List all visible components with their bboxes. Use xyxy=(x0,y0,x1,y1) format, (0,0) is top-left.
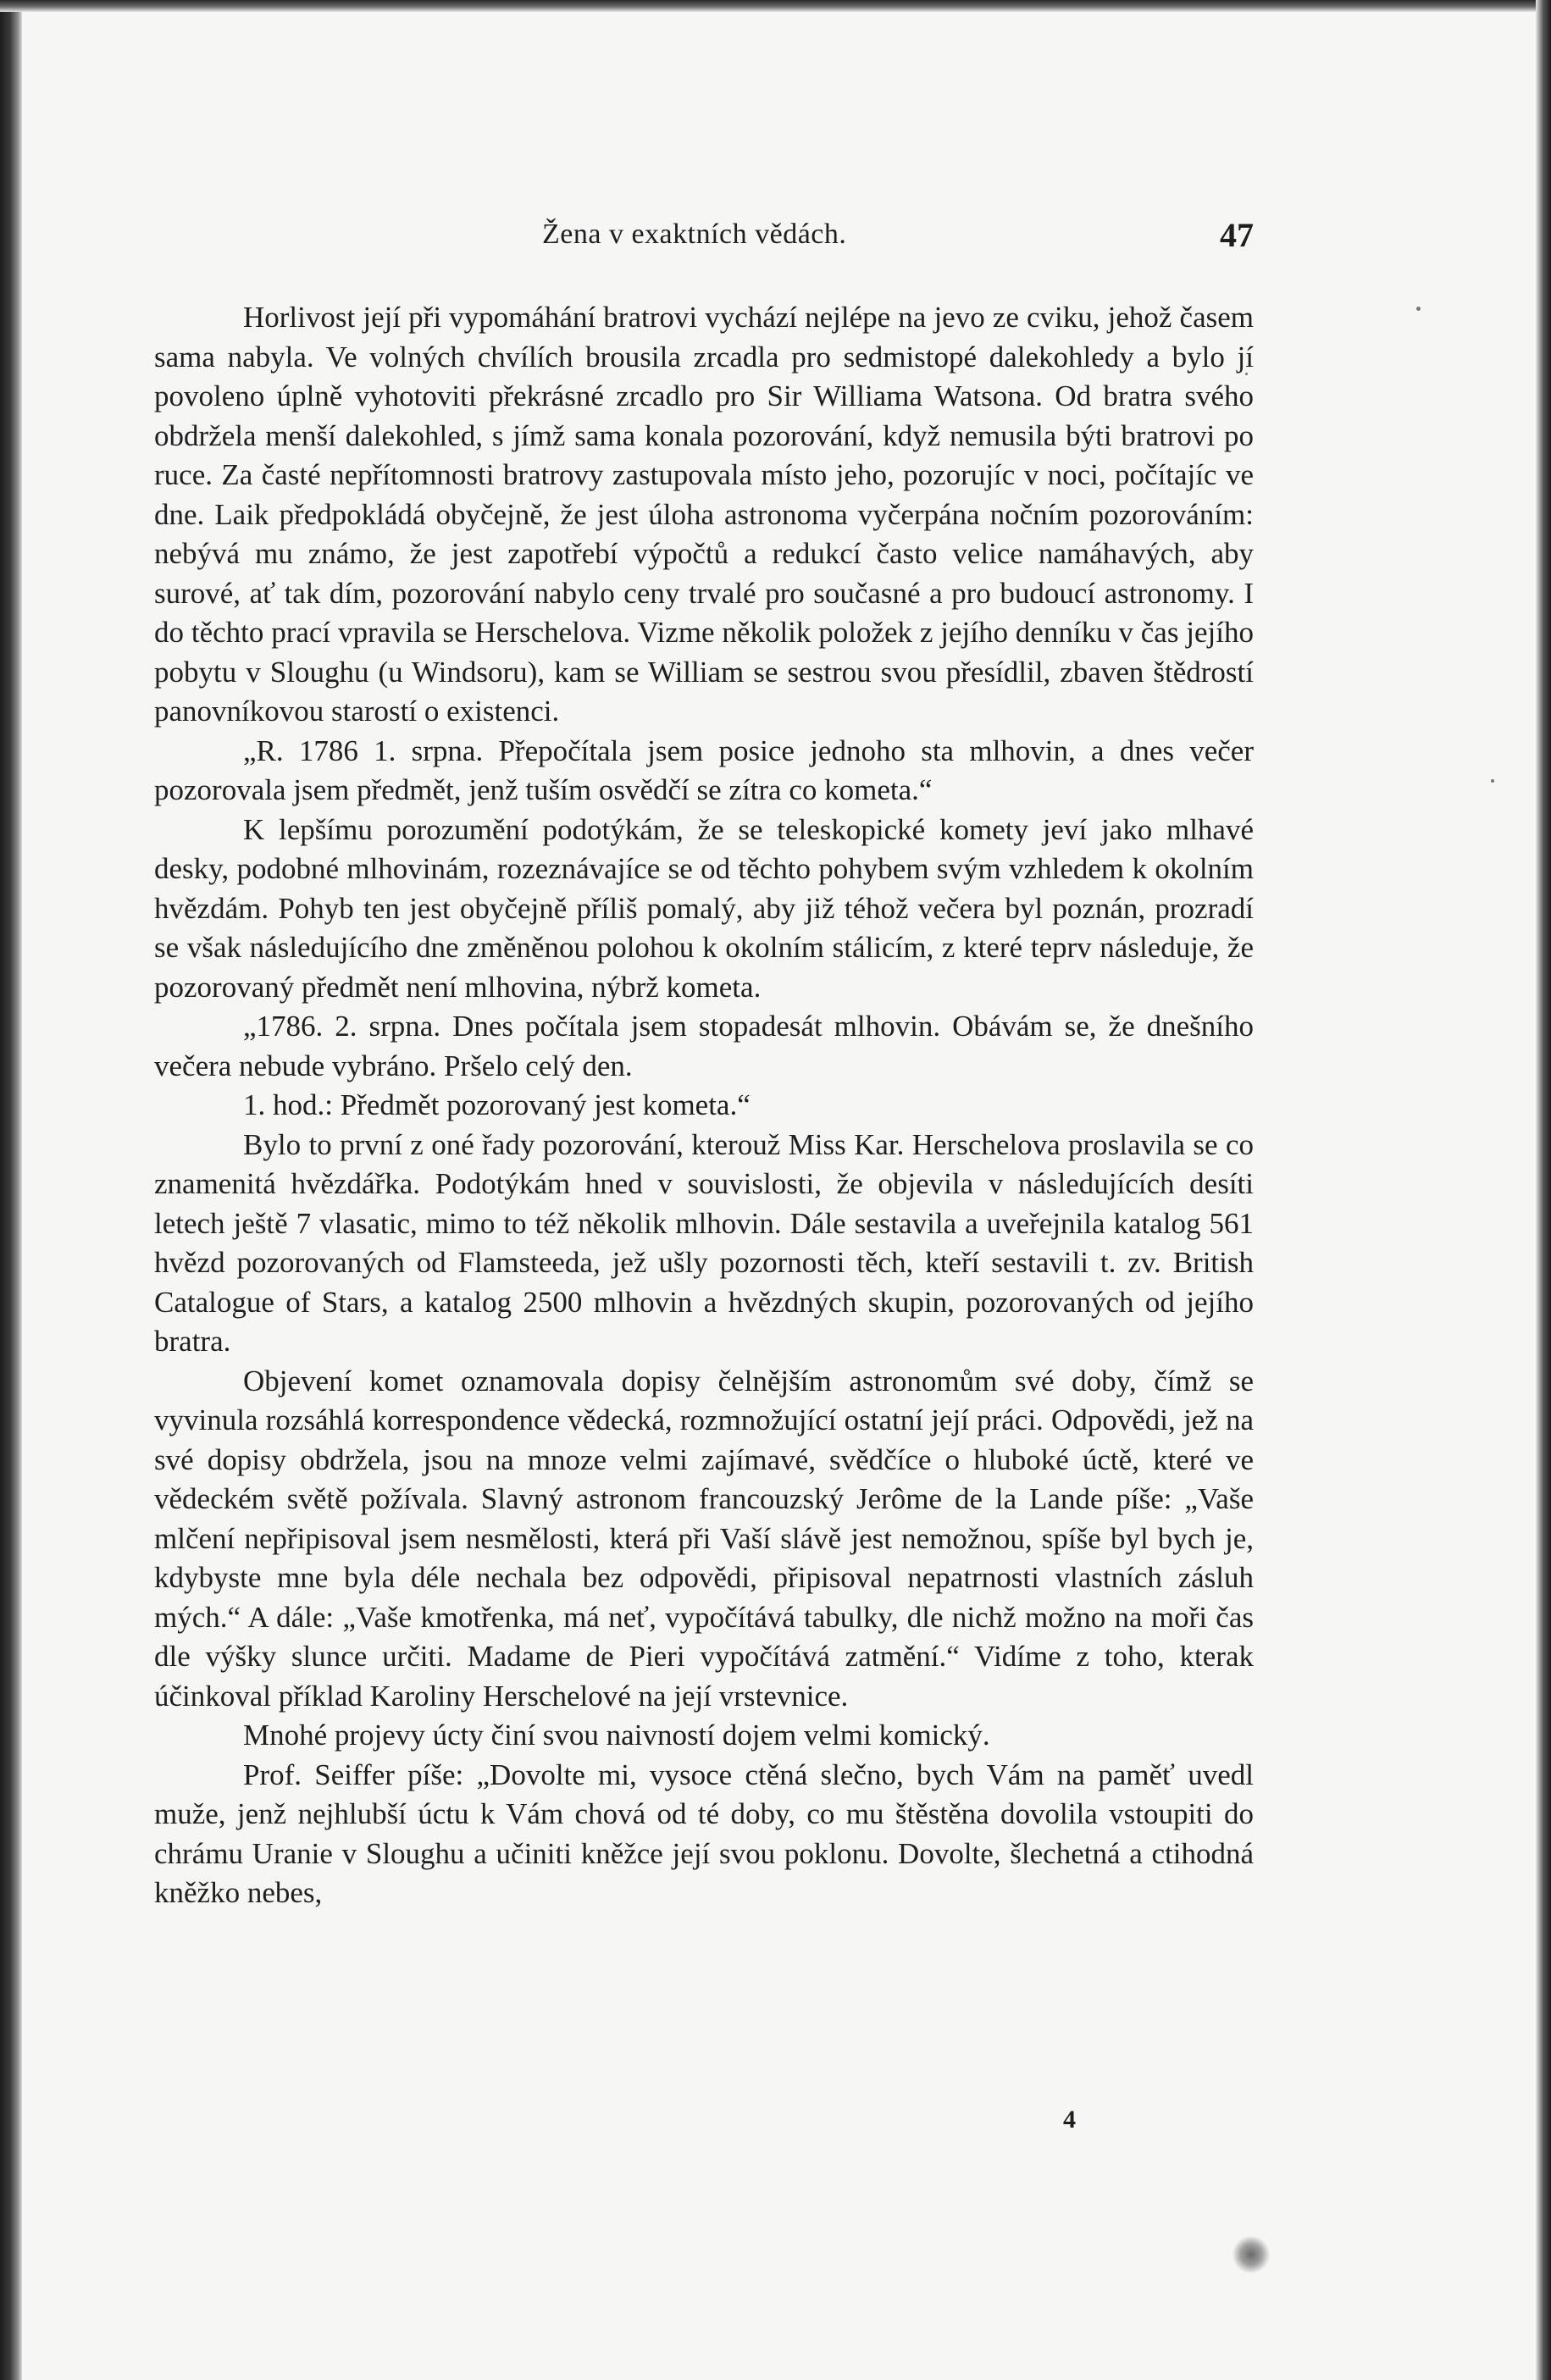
paragraph-3: K lepšímu porozumění podotýkám, že se teleskopické komety jeví jako mlhavé desky, podobné mlhovinám, rozeznávajíce se od těchto pohybem svým vzhledem k okolním hvězdám. Pohyb ten jest obyčejně příliš pomalý, aby již téhož večera byl poznán, prozradí se však následujícího dne změněnou polohou k okolním stálicím, z které teprv následuje, že pozorovaný předmět není mlhovina, nýbrž kometa. xyxy=(154,812,1254,1004)
paragraph-7: Objevení komet oznamovala dopisy čelnějším astronomům své doby, čímž se vyvinula rozsáhlá korrespondence vědecká, rozmnožující ostatní její práci. Odpovědi, jež na své dopisy obdržela, jsou na mnoze velmi zajímavé, svědčíce o hluboké úctě, které ve vědeckém světě požívala. Slavný astronom francouzský Jerôme de la Lande píše: „Vaše mlčení nepřipisoval jsem nesmělosti, která při Vaší slávě jest nemožnou, spíše byl bych je, kdybyste mne byla déle nechala bez odpovědi, připisoval nepatrnosti vlastních zásluh mých.“ A dále: „Vaše kmotřenka, má neť, vypočítává tabulky, dle nichž možno na moři čas dle výšky slunce určiti. Madame de Pieri vypočítává zatmění.“ Vidíme z toho, kterak účinkoval příklad Karoliny Herschelové na její vrstevnice. xyxy=(154,1364,1254,1713)
body-text xyxy=(154,298,1254,1913)
paragraph-2: „R. 1786 1. srpna. Přepočítala jsem posice jednoho sta mlhovin, a dnes večer pozorovala jsem předmět, jenž tuším osvědčí se zítra co kometa.“ xyxy=(154,733,1254,806)
paragraph-1: Horlivost její při vypomáhání bratrovi vychází nejlépe na jevo ze cviku, jehož časem sama nabyla. Ve volných chvílích brousila zrcadla pro sedmistopé dalekohledy a bylo jí povoleno úplně vyhotoviti překrásné zrcadlo pro Sir Williama Watsona. Od bratra svého obdržela menší dalekohled, s jímž sama konala pozorování, když nemusila býti bratrovi po ruce. Za časté nepřítomnosti bratrovy zastupovala místo jeho, pozorujíc v noci, počítajíc ve dne. Laik předpokládá obyčejně, že jest úloha astronoma vyčerpána nočním pozorováním: nebývá mu známo, že jest zapotřebí výpočtů a redukcí často velice namáhavých, aby surové, ať tak dím, pozorování nabylo ceny trvalé pro současné a pro budoucí astronomy. I do těchto prací vpravila se Herschelova. Vizme několik položek z jejího denníku v čas jejího pobytu v Sloughu (u Windsoru), kam se William se sestrou svou přesídlil, zbaven štědrostí panovníkovou starostí o existenci. xyxy=(154,301,1254,728)
dust-speck xyxy=(1416,307,1421,311)
page-number: 47 xyxy=(1220,216,1254,254)
paragraph-6: Bylo to první z oné řady pozorování, kterouž Miss Kar. Herschelova proslavila se co znamenitá hvězdářka. Podotýkám hned v souvislosti, že objevila v následujících desíti letech ještě 7 vlasatic, mimo to též několik mlhovin. Dále sestavila a uveřejnila katalog 561 hvězd pozorovaných od Flamsteeda, jež ušly pozornosti těch, kteří sestavili t. zv. British Catalogue of Stars, a katalog 2500 mlhovin a hvězdných skupin, pozorovaných od jejího bratra. xyxy=(154,1127,1254,1358)
paragraph-9: Prof. Seiffer píše: „Dovolte mi, vysoce ctěná slečno, bych Vám na paměť uvedl muže, jenž nejhlubší úctu k Vám chová od té doby, co mu štěstěna dovolila vstoupiti do chrámu Uranie v Sloughu a učiniti kněžce její svou poklonu. Dovolte, šlechetná a ctihodná kněžko nebes, xyxy=(154,1757,1254,1909)
scan-left-edge xyxy=(0,0,22,2380)
signature-mark: 4 xyxy=(1063,2106,1076,2134)
dust-speck xyxy=(1491,779,1494,783)
paragraph-8: Mnohé projevy úcty činí svou naivností dojem velmi komický. xyxy=(243,1719,990,1752)
page-header xyxy=(152,210,1254,261)
dust-speck xyxy=(1245,373,1248,375)
running-title: Žena v exaktních vědách. xyxy=(542,219,847,250)
scan-top-edge xyxy=(0,0,1551,12)
paragraph-5: 1. hod.: Předmět pozorovaný jest kometa.“ xyxy=(243,1088,751,1121)
ink-blot xyxy=(1232,2236,1270,2273)
scan-right-edge xyxy=(1536,0,1551,2380)
paragraph-4: „1786. 2. srpna. Dnes počítala jsem stopadesát mlhovin. Obávám se, že dnešního večera nebude vybráno. Pršelo celý den. xyxy=(154,1010,1254,1082)
